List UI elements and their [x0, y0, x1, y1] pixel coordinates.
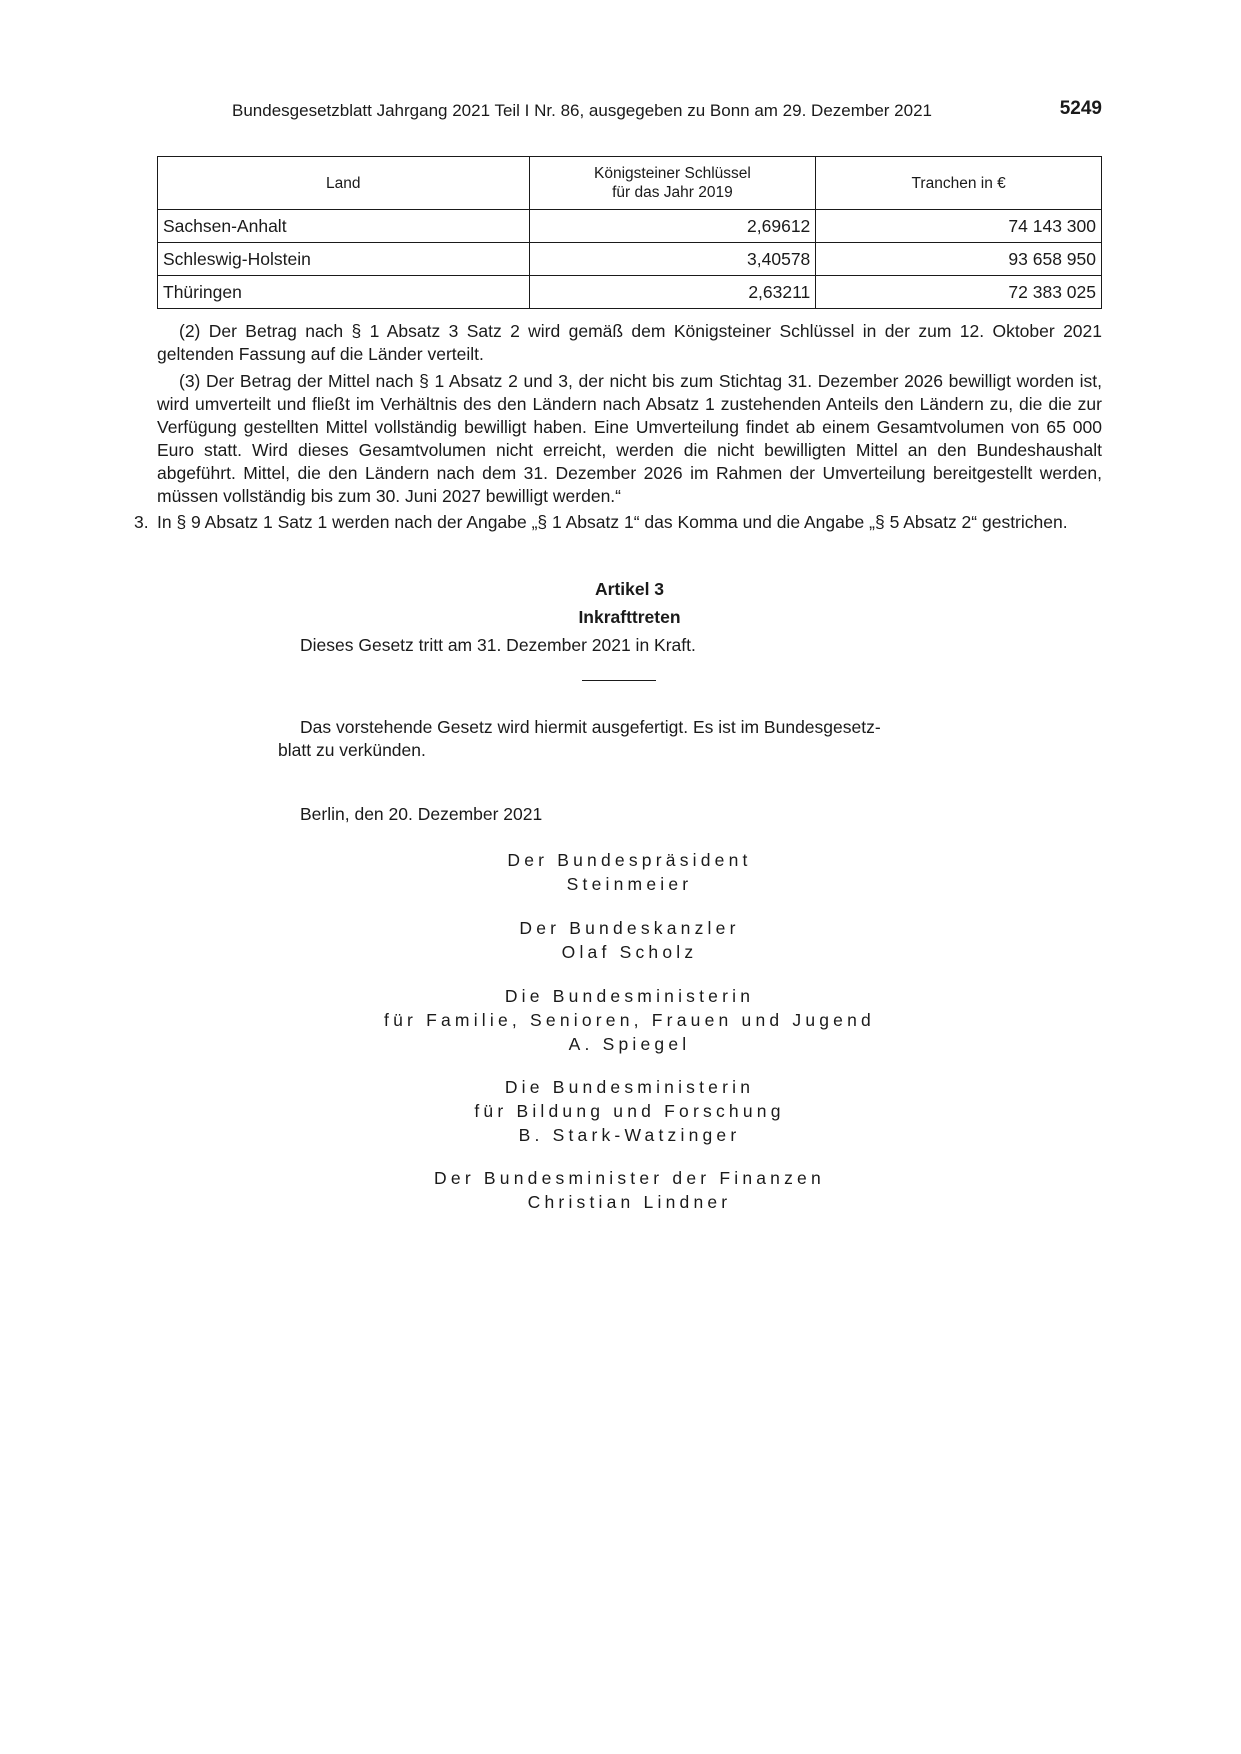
column-header-schluessel-line1: Königsteiner Schlüssel	[594, 165, 751, 182]
table-row	[158, 276, 1102, 309]
cell-tranche: 74 143 300	[816, 210, 1102, 243]
signature-name: B. Stark-Watzinger	[518, 1125, 741, 1145]
signature-role: Der Bundespräsident	[507, 850, 752, 870]
item-number: 3.	[134, 512, 149, 532]
column-header-schluessel	[529, 157, 816, 210]
cell-land: Thüringen	[158, 276, 530, 309]
place-date: Berlin, den 20. Dezember 2021	[300, 804, 543, 824]
distribution-table	[157, 156, 1102, 309]
article-title: Inkrafttreten	[578, 607, 681, 627]
signature-name: Christian Lindner	[527, 1192, 732, 1212]
signature-block	[157, 1166, 1102, 1214]
running-header	[232, 98, 1102, 121]
signature-block	[157, 1075, 1102, 1147]
cell-tranche: 93 658 950	[816, 243, 1102, 276]
signature-name: Olaf Scholz	[561, 942, 698, 962]
signature-role-detail: für Bildung und Forschung	[474, 1101, 785, 1121]
signature-block	[157, 916, 1102, 964]
running-title: Bundesgesetzblatt Jahrgang 2021 Teil I Nr. 86, ausgegeben zu Bonn am 29. Dezember 2021	[232, 101, 932, 120]
table-row	[158, 243, 1102, 276]
table-row	[158, 210, 1102, 243]
signature-role: Der Bundesminister der Finanzen	[434, 1168, 825, 1188]
signature-block	[157, 848, 1102, 896]
column-header-schluessel-line2: für das Jahr 2019	[612, 184, 733, 201]
table-header-row	[158, 157, 1102, 210]
column-header-land: Land	[158, 157, 530, 210]
paragraph-2: (2) Der Betrag nach § 1 Absatz 3 Satz 2 wird gemäß dem Königsteiner Schlüssel in der zum 12. Oktober 2021 geltenden Fassung auf die Länder verteilt.	[157, 321, 1102, 364]
separator-rule	[582, 680, 656, 681]
cell-land: Sachsen-Anhalt	[158, 210, 530, 243]
cell-schluessel: 2,63211	[529, 276, 816, 309]
item-text: In § 9 Absatz 1 Satz 1 werden nach der Angabe „§ 1 Absatz 1“ das Komma und die Angabe „§ 5 Absatz 2“ gestrichen.	[157, 512, 1068, 532]
cell-land: Schleswig-Holstein	[158, 243, 530, 276]
amendment-item-3	[134, 511, 1102, 534]
promulgation-line-2: blatt zu verkünden.	[278, 740, 426, 760]
paragraph-3: (3) Der Betrag der Mittel nach § 1 Absatz 2 und 3, der nicht bis zum Stichtag 31. Dezember 2026 bewilligt worden ist, wird umverteilt und fließt im Verhältnis des den Ländern nach Absatz 1 zustehenden Anteils den Ländern zu, die die zur Verfügung gestellten Mittel vollständig bewilligt haben. Eine Umverteilung findet ab einem Gesamtvolumen von 65 000 Euro statt. Wird dieses Gesamtvolumen nicht erreicht, werden die nicht bewilligten Mittel an den Bundeshaushalt abgeführt. Mittel, die den Ländern nach dem 31. Dezember 2026 im Rahmen der Umverteilung bereitgestellt werden, müssen vollständig bis zum 30. Juni 2027 bewilligt werden.“	[157, 371, 1102, 506]
promulgation-line-1: Das vorstehende Gesetz wird hiermit ausgefertigt. Es ist im Bundesgesetz-	[300, 717, 881, 737]
column-header-tranchen: Tranchen in €	[816, 157, 1102, 210]
cell-schluessel: 3,40578	[529, 243, 816, 276]
signature-role: Die Bundesministerin	[504, 1077, 755, 1097]
page-number: 5249	[1059, 98, 1102, 119]
signature-name: A. Spiegel	[568, 1034, 691, 1054]
signature-role: Der Bundeskanzler	[519, 918, 740, 938]
signature-block	[157, 984, 1102, 1056]
article-text: Dieses Gesetz tritt am 31. Dezember 2021 in Kraft.	[300, 635, 696, 655]
article-heading: Artikel 3	[594, 579, 665, 599]
cell-tranche: 72 383 025	[816, 276, 1102, 309]
cell-schluessel: 2,69612	[529, 210, 816, 243]
signature-role-detail: für Familie, Senioren, Frauen und Jugend	[384, 1010, 875, 1030]
signature-name: Steinmeier	[566, 874, 693, 894]
signature-role: Die Bundesministerin	[504, 986, 755, 1006]
